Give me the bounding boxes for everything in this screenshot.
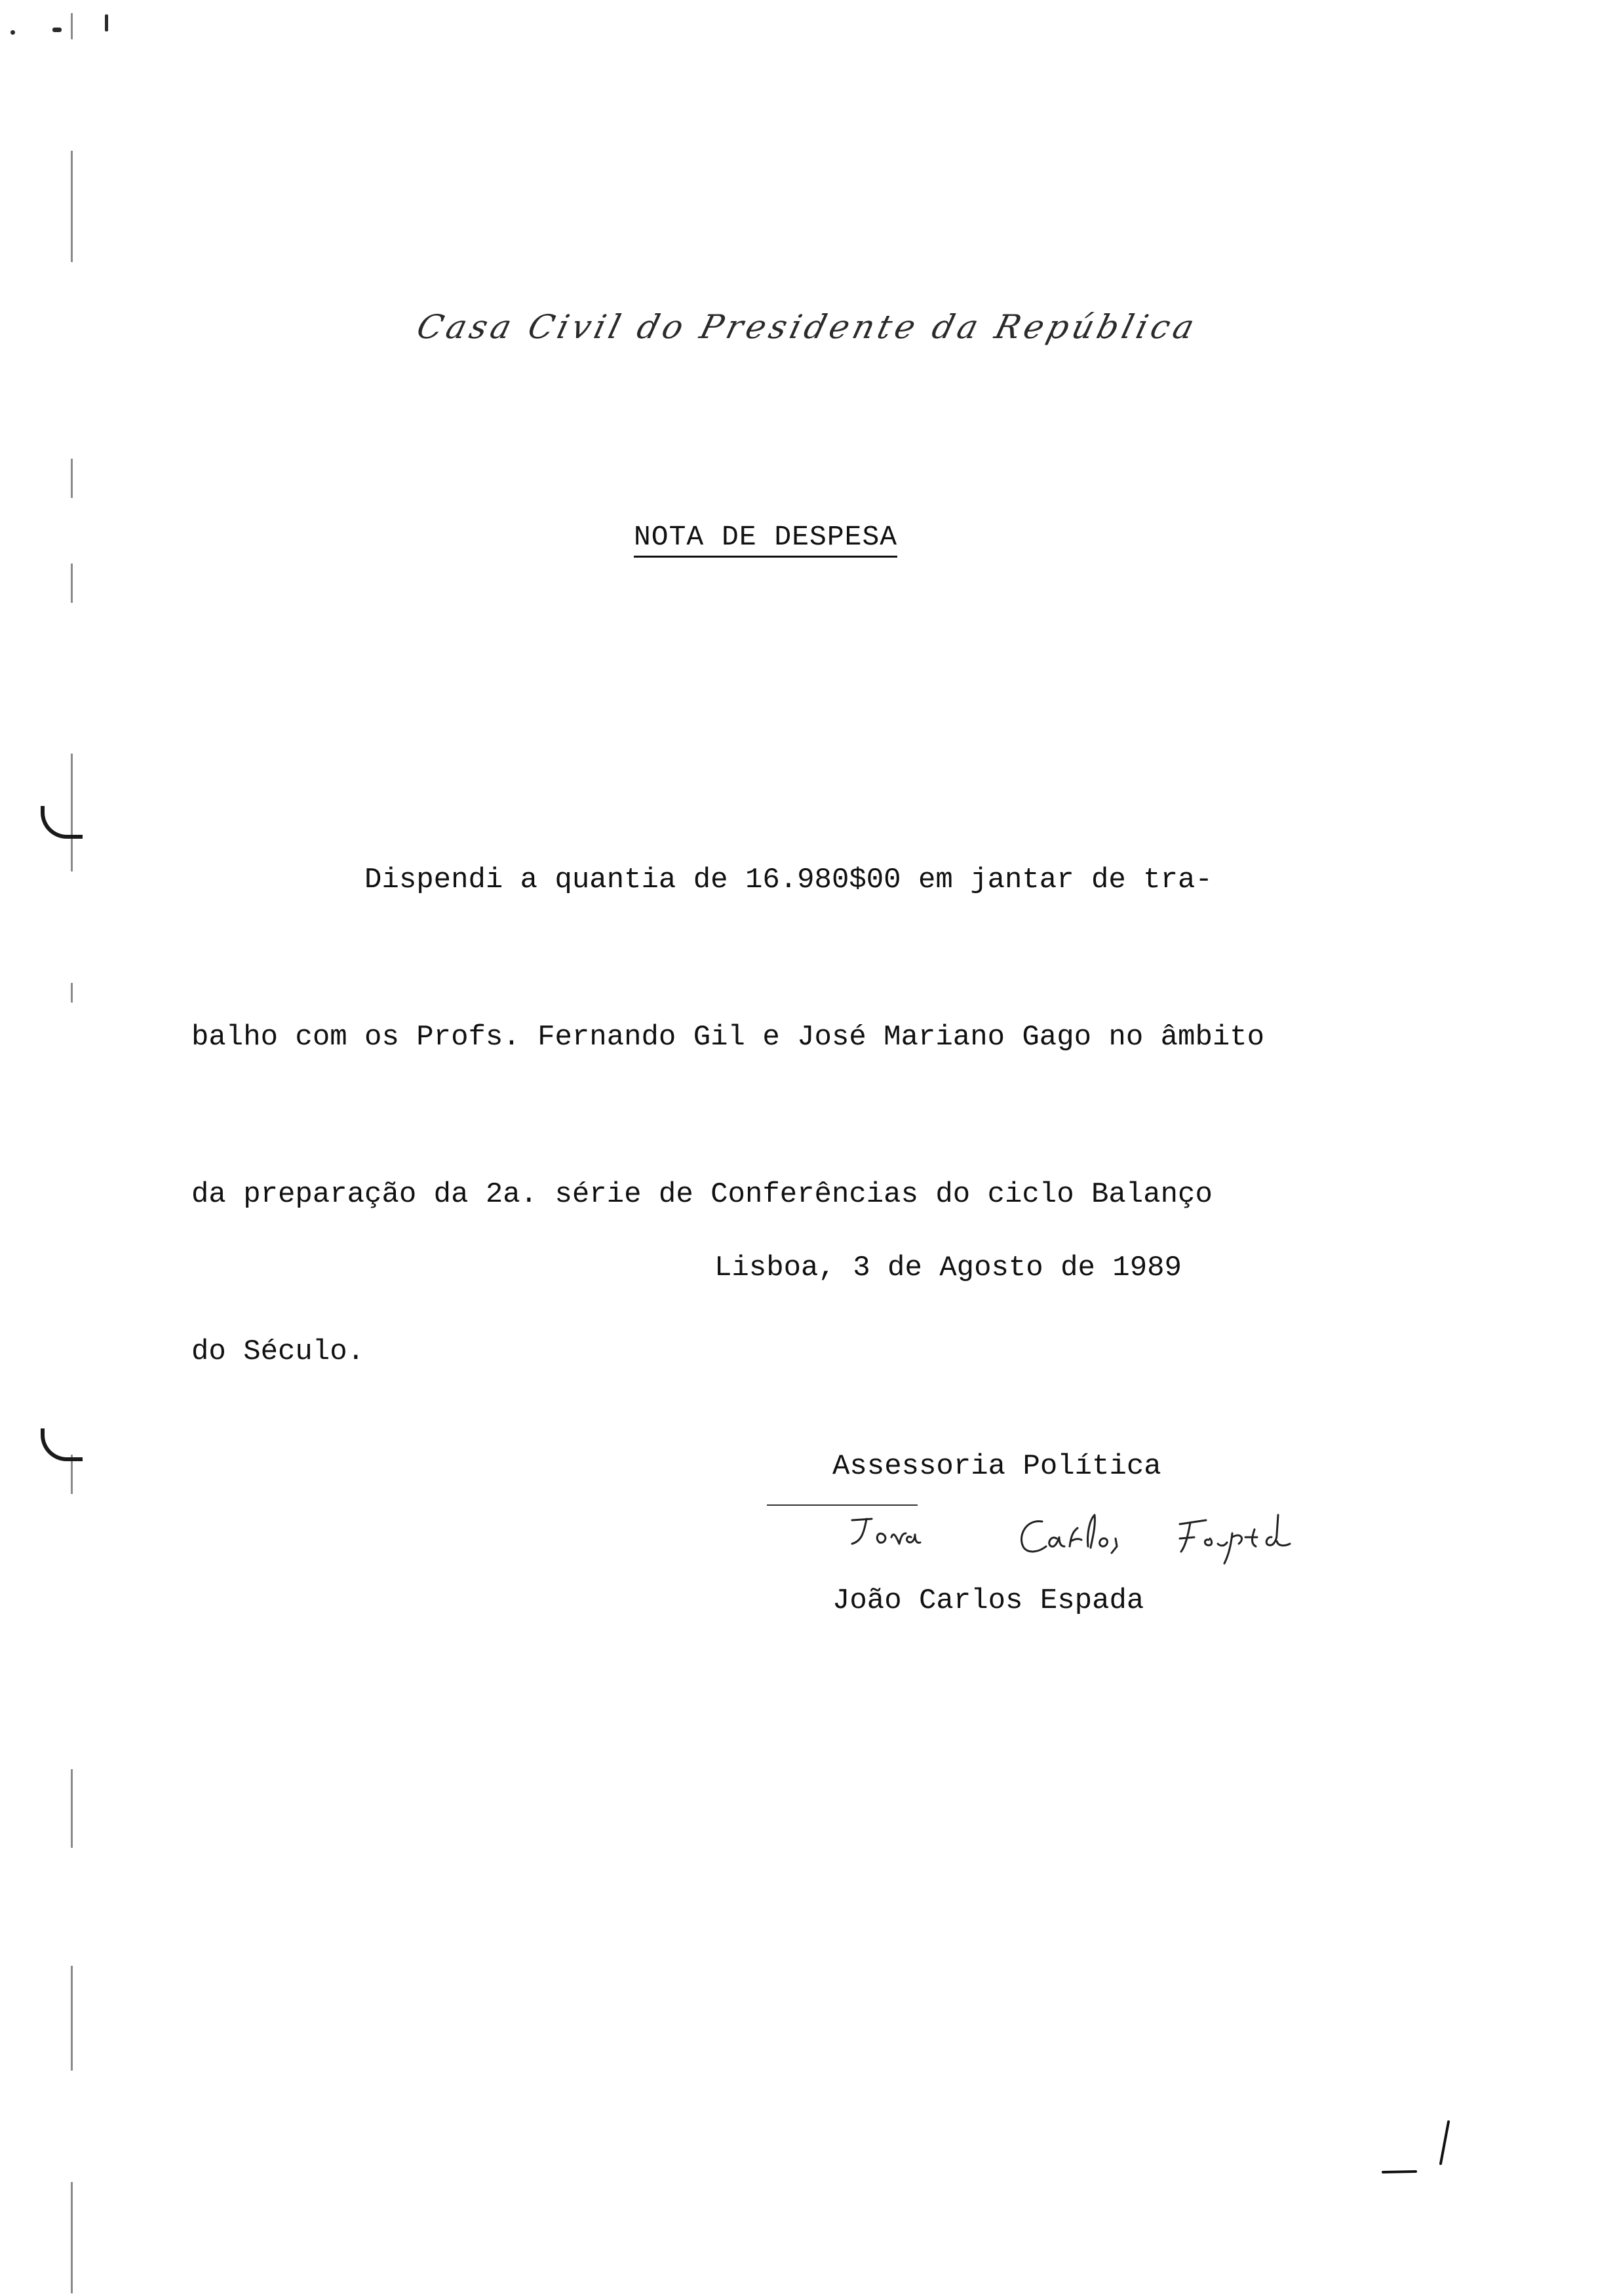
page-mark <box>1370 2110 1481 2189</box>
place-date: Lisboa, 3 de Agosto de 1989 <box>714 1252 1182 1284</box>
body-paragraph <box>191 749 1463 1483</box>
punch-hole-mark <box>41 806 83 839</box>
body-line: Dispendi a quantia de 16.980$00 em jantar de tra- <box>191 864 1213 896</box>
margin-tick <box>71 13 73 39</box>
scan-speck <box>10 30 15 35</box>
letterhead: Casa Civil do Presidente da República <box>413 308 1202 346</box>
body-line: do Século. <box>191 1335 365 1368</box>
margin-tick <box>71 1769 73 1848</box>
margin-tick <box>71 2182 73 2293</box>
margin-tick <box>71 564 73 603</box>
punch-hole-mark <box>41 1428 83 1461</box>
margin-tick <box>71 1966 73 2071</box>
scan-speck <box>52 28 62 32</box>
scan-speck <box>105 14 108 31</box>
body-line: da preparação da 2a. série de Conferências do ciclo Balanço <box>191 1178 1213 1211</box>
handwritten-signature <box>826 1501 1350 1573</box>
signatory-name: João Carlos Espada <box>832 1584 1144 1617</box>
document-title: NOTA DE DESPESA <box>634 521 897 558</box>
margin-tick <box>71 151 73 262</box>
margin-tick <box>71 459 73 498</box>
body-line: balho com os Profs. Fernando Gil e José Mariano Gago no âmbito <box>191 1021 1265 1054</box>
department-label: Assessoria Política <box>832 1450 1161 1483</box>
margin-tick <box>71 983 73 1003</box>
